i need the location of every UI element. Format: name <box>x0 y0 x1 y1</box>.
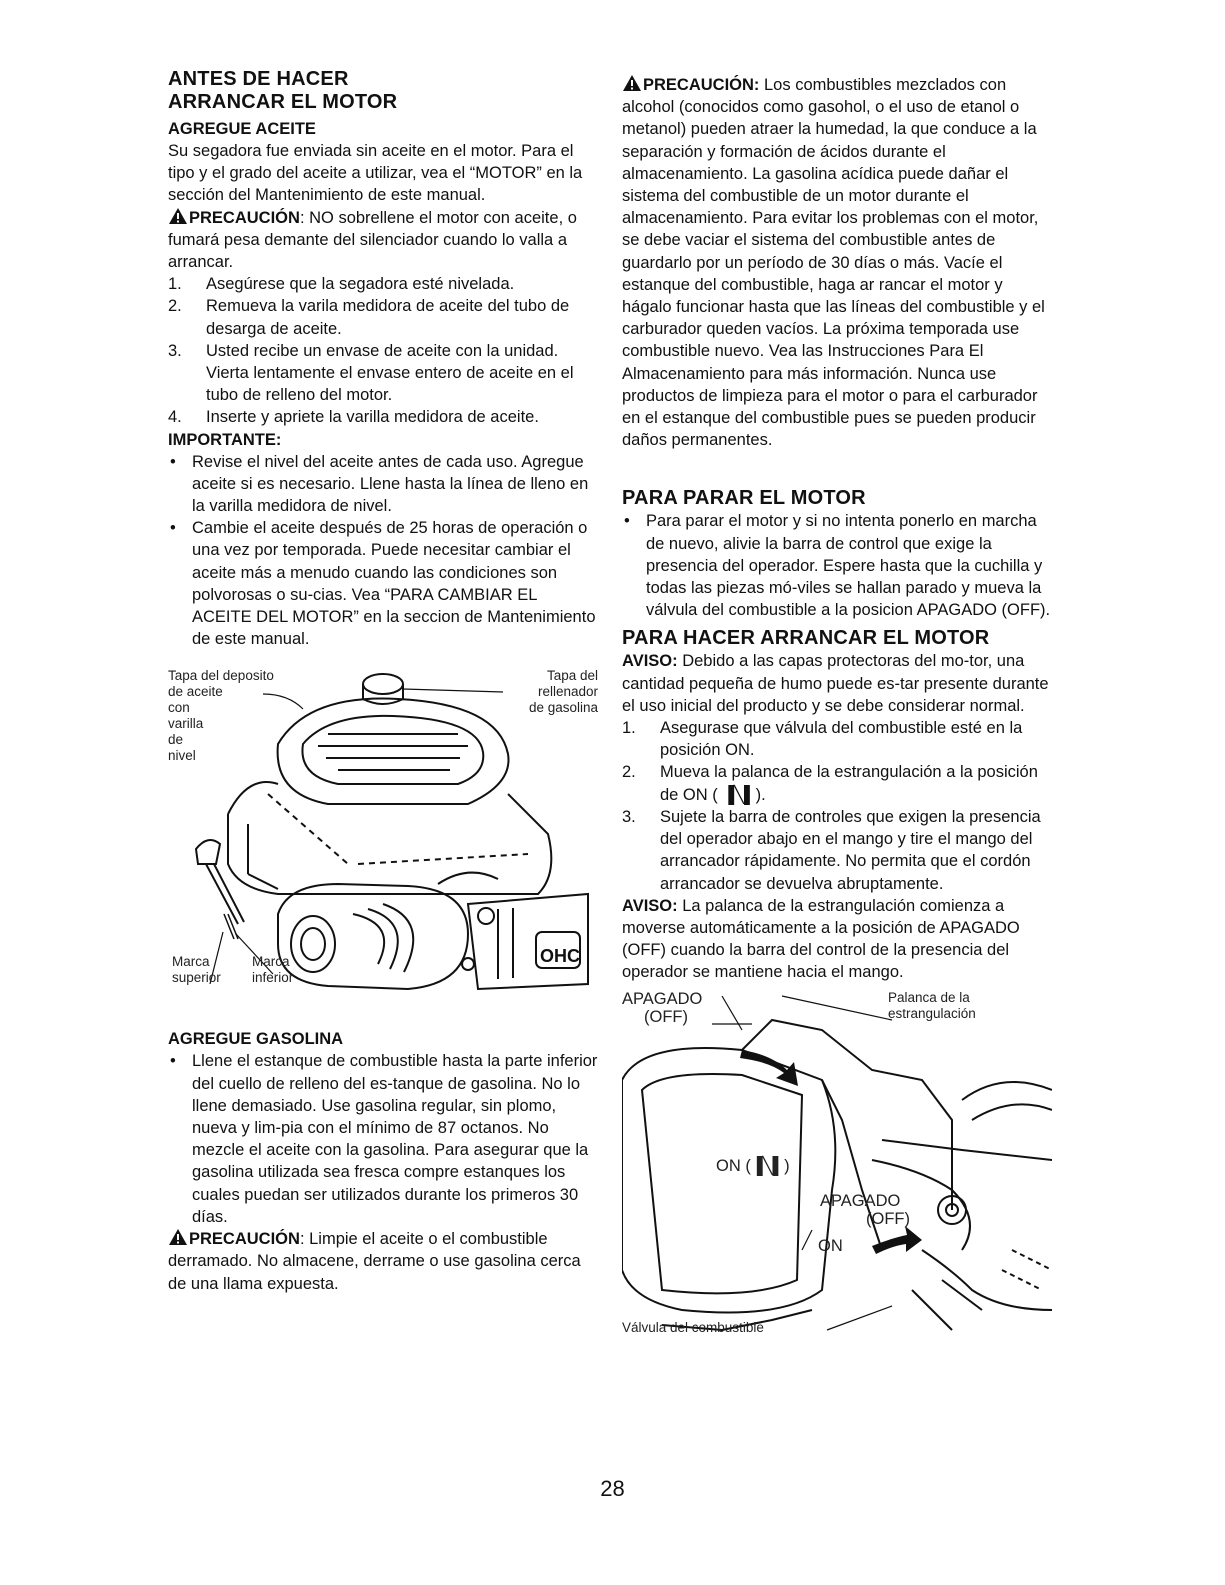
choke-illustration <box>622 990 1052 1350</box>
caution-label: PRECAUCIÓN <box>189 1230 300 1249</box>
label-lower-mark: Marca inferior <box>252 954 294 986</box>
list-item: 3. Sujete la barra de controles que exigen la presencia del operador abajo en el mango y tire el mango del arrancador rápidamente. No permita que el cordón arrancador se devuelva abruptamente. <box>622 807 1041 893</box>
label-upper-mark: Marca superior <box>172 954 221 986</box>
subheading-add-gas: AGREGUE GASOLINA <box>168 1030 344 1049</box>
important-list <box>168 451 598 651</box>
list-item: • Revise el nivel del aceite antes de cada uso. Agregue aceite si es necesario. Llene hasta la línea de lleno en la varilla medidora de nivel. <box>170 452 589 516</box>
list-item: 3. Usted recibe un envase de aceite con la unidad. Vierta lentamente el envase entero de aceite en el tubo de relleno del motor. <box>168 341 574 405</box>
start-steps-list <box>622 717 1052 895</box>
list-item: 1. Asegurase que válvula del combustible esté en la posición ON. <box>622 719 1023 760</box>
engine-badge: OHC <box>540 946 580 967</box>
label-on-mid: ON (▐╲▌) <box>716 1156 790 1175</box>
label-choke-lever: Palanca de la estrangulación <box>888 989 976 1021</box>
list-item: 2. Remueva la varila medidora de aceite del tubo de desarga de aceite. <box>168 297 570 338</box>
list-item: • Llene el estanque de combustible hasta la parte inferior del cuello de relleno del es-tanque de gasolina. No lo llene demasiado. Use gasolina regular, sin plomo, nueva y lim-pia con el mínimo de 87 octanos. No mezcle el aceite con la gasolina. Para asegurar que la gasolina utilizada sea fresca compre estanques los cuales puedan ser utilizados durante los primeros 30 días. <box>170 1052 598 1226</box>
choke-figure <box>622 990 1052 1350</box>
list-item: 4. Inserte y apriete la varilla medidora de aceite. <box>168 408 539 427</box>
notice-smoke: AVISO: Debido a las capas protectoras del mo-tor, una cantidad pequeña de humo puede es-tar presente durante el uso inicial del producto y se debe considerar normal. <box>622 652 1049 715</box>
list-item: 2. Mueva la palanca de la estrangulación a la posición de ON ( ▐╲▌). <box>622 763 1038 804</box>
right-column <box>622 68 1052 1350</box>
label-off-top: APAGADO (OFF) <box>622 989 703 1026</box>
warning-triangle-icon <box>168 1228 188 1246</box>
section-heading-before-start-1: ANTES DE HACER <box>168 68 349 90</box>
paragraph-add-oil: Su segadora fue enviada sin aceite en el motor. Para el tipo y el grado del aceite a utilizar, vea el “MOTOR” en la sección del Mantenimiento de este manual. <box>168 142 583 205</box>
gas-list <box>168 1050 598 1228</box>
list-item: • Para parar el motor y si no intenta ponerlo en marcha de nuevo, alivie la barra de control que exige la presencia del operador. Espere hasta que la cuchilla y todas las piezas mó-viles se hallan parado y mueva la válvula del combustible a la posicion APAGADO (OFF). <box>624 512 1051 620</box>
label-oil-cap: Tapa del deposito de aceite con varilla de nivel <box>168 668 274 764</box>
section-heading-before-start-2: ARRANCAR EL MOTOR <box>168 91 398 113</box>
list-item: • Cambie el aceite después de 25 horas de operación o una vez por temporada. Puede necesitar cambiar el aceite más a menudo cuando las condiciones son polvorosas o su-cias. Vea “PARA CAMBIAR EL ACEITE DEL MOTOR” en la seccion de Mantenimiento de este manual. <box>170 519 596 649</box>
list-item: 1. Asegúrese que la segadora esté nivelada. <box>168 275 515 294</box>
caution-text: : Limpie el aceite o el combustible derramado. No almacene, derrame o use gasolina cerca de una llama expuesta. <box>168 1230 581 1293</box>
engine-figure <box>168 664 598 1004</box>
label-on-low: ON <box>818 1236 843 1255</box>
subheading-important: IMPORTANTE: <box>168 430 282 449</box>
label-fuel-cap: Tapa del rellenador de gasolina <box>528 668 598 716</box>
label-off-mid: APAGADO (OFF) <box>820 1191 910 1228</box>
oil-steps-list <box>168 273 598 428</box>
caution-text: Los combustibles mezclados con alcohol (conocidos como gasohol, o el uso de etanol o metanol) pueden atraer la humedad, la que conduce a la separación y formación de ácidos durante el almacenamiento. La gasolina acídica puede dañar el sistema del combustible de un motor durante el almacenamiento. Para evitar los problemas con el motor, se debe vaciar el sistema del combustible antes de guardarlo por un período de 30 días o más. Vacíe el estanque del combustible, haga ar rancar el motor y hágalo funcionar hasta que las líneas del combustible y el carburador queden vacíos. La próxima temporada use combustible nuevo. Vea las Instrucciones Para El Almacenamiento para más información. Nunca use productos de limpieza para el motor o para el carburador en el estanque del combustible pues se pueden producir daños permanentes. <box>622 76 1045 450</box>
caution-oil <box>168 207 598 274</box>
page-number: 28 <box>600 1476 625 1501</box>
section-heading-start: PARA HACER ARRANCAR EL MOTOR <box>622 627 990 650</box>
stop-list <box>622 510 1052 621</box>
label-fuel-valve: Válvula del combustible <box>622 1319 764 1335</box>
caution-alcohol-fuel <box>622 74 1052 451</box>
caution-text: : NO sobrellene el motor con aceite, o fumará pesa demante del silenciador cuando lo valla a arrancar. <box>168 208 577 272</box>
caution-label: PRECAUCIÓN: <box>643 76 760 94</box>
notice-choke: AVISO: La palanca de la estrangulación comienza a moverse automáticamente a la posición de APAGADO (OFF) cuando la barra del control de la presencia del operador se mantiene hacia el mango. <box>622 896 1020 982</box>
caution-gas <box>168 1228 598 1295</box>
section-heading-stop: PARA PARAR EL MOTOR <box>622 487 866 510</box>
caution-label: PRECAUCIÓN <box>189 208 300 227</box>
warning-triangle-icon <box>168 207 188 225</box>
left-column <box>168 68 598 1295</box>
subheading-add-oil: AGREGUE ACEITE <box>168 120 316 138</box>
warning-triangle-icon <box>622 74 642 92</box>
